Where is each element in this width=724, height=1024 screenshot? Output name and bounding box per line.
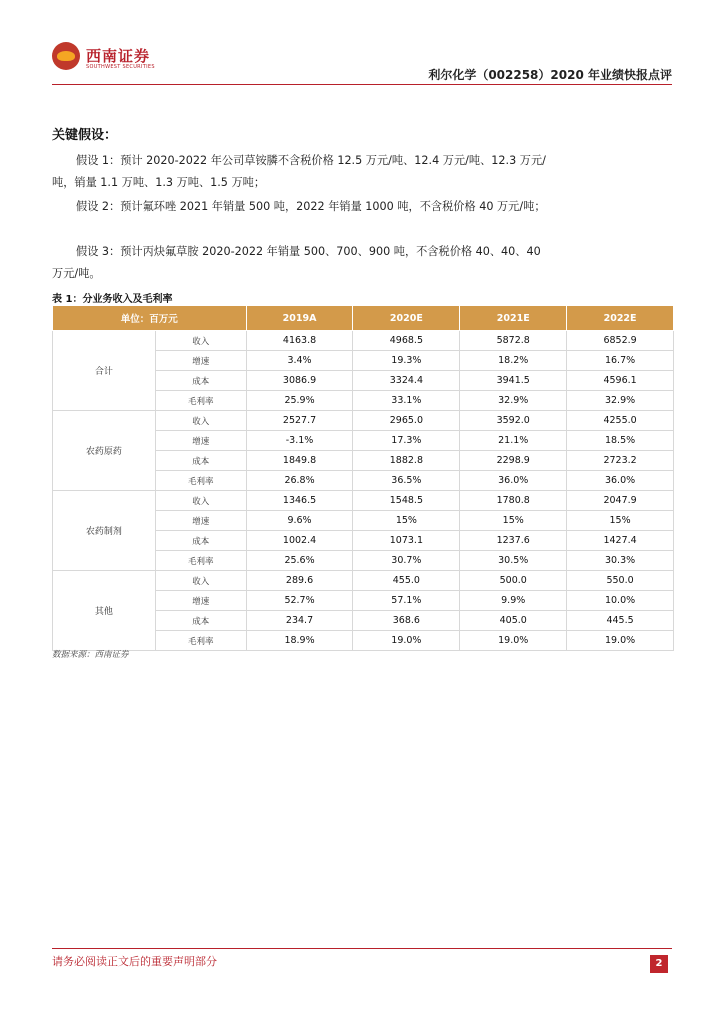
item-cell: 毛利率 bbox=[155, 551, 246, 571]
table-row bbox=[53, 411, 674, 431]
header-unit: 单位：百万元 bbox=[53, 306, 247, 331]
revenue-margin-table bbox=[52, 305, 674, 651]
value-cell: 4255.0 bbox=[567, 411, 674, 431]
value-cell: 10.0% bbox=[567, 591, 674, 611]
item-cell: 成本 bbox=[155, 531, 246, 551]
value-cell: 500.0 bbox=[460, 571, 567, 591]
item-cell: 增速 bbox=[155, 351, 246, 371]
assumption-2: 假设 2：预计氟环唑 2021 年销量 500 吨，2022 年销量 1000 吨，不含税价格 40 万元/吨； bbox=[76, 200, 546, 213]
header-divider bbox=[52, 84, 672, 85]
value-cell: 2047.9 bbox=[567, 491, 674, 511]
item-cell: 增速 bbox=[155, 591, 246, 611]
header-year: 2021E bbox=[460, 306, 567, 331]
category-cell: 农药原药 bbox=[53, 411, 156, 491]
value-cell: 15% bbox=[567, 511, 674, 531]
value-cell: 36.0% bbox=[460, 471, 567, 491]
value-cell: 2723.2 bbox=[567, 451, 674, 471]
value-cell: 18.5% bbox=[567, 431, 674, 451]
value-cell: 21.1% bbox=[460, 431, 567, 451]
value-cell: 15% bbox=[353, 511, 460, 531]
logo-sun-icon bbox=[52, 42, 80, 70]
value-cell: 1548.5 bbox=[353, 491, 460, 511]
table-row bbox=[53, 491, 674, 511]
value-cell: 19.0% bbox=[460, 631, 567, 651]
value-cell: 30.7% bbox=[353, 551, 460, 571]
value-cell: 30.3% bbox=[567, 551, 674, 571]
value-cell: 234.7 bbox=[246, 611, 353, 631]
value-cell: 9.6% bbox=[246, 511, 353, 531]
company-logo bbox=[52, 42, 172, 76]
value-cell: 368.6 bbox=[353, 611, 460, 631]
value-cell: 3324.4 bbox=[353, 371, 460, 391]
table-row bbox=[53, 571, 674, 591]
value-cell: 1002.4 bbox=[246, 531, 353, 551]
value-cell: 33.1% bbox=[353, 391, 460, 411]
value-cell: 289.6 bbox=[246, 571, 353, 591]
value-cell: 4596.1 bbox=[567, 371, 674, 391]
assumption-1: 假设 1：预计 2020-2022 年公司草铵膦不含税价格 12.5 万元/吨、12.4 万元/吨、12.3 万元/吨，销量 1.1 万吨、1.3 万吨、1.5 万吨； bbox=[52, 154, 546, 189]
value-cell: 16.7% bbox=[567, 351, 674, 371]
item-cell: 成本 bbox=[155, 451, 246, 471]
value-cell: 2527.7 bbox=[246, 411, 353, 431]
value-cell: 19.3% bbox=[353, 351, 460, 371]
value-cell: 18.2% bbox=[460, 351, 567, 371]
item-cell: 收入 bbox=[155, 491, 246, 511]
value-cell: -3.1% bbox=[246, 431, 353, 451]
logo-chinese-text: 西南证券 bbox=[86, 47, 151, 65]
item-cell: 毛利率 bbox=[155, 471, 246, 491]
table-row bbox=[53, 331, 674, 351]
value-cell: 52.7% bbox=[246, 591, 353, 611]
category-cell: 农药制剂 bbox=[53, 491, 156, 571]
value-cell: 4968.5 bbox=[353, 331, 460, 351]
value-cell: 32.9% bbox=[567, 391, 674, 411]
value-cell: 455.0 bbox=[353, 571, 460, 591]
value-cell: 9.9% bbox=[460, 591, 567, 611]
report-title: 利尔化学（002258）2020 年业绩快报点评 bbox=[428, 68, 672, 82]
value-cell: 2298.9 bbox=[460, 451, 567, 471]
table-source-note: 数据来源：西南证券 bbox=[52, 650, 129, 660]
value-cell: 3592.0 bbox=[460, 411, 567, 431]
value-cell: 445.5 bbox=[567, 611, 674, 631]
value-cell: 32.9% bbox=[460, 391, 567, 411]
header-year: 2019A bbox=[246, 306, 353, 331]
value-cell: 5872.8 bbox=[460, 331, 567, 351]
value-cell: 550.0 bbox=[567, 571, 674, 591]
value-cell: 1780.8 bbox=[460, 491, 567, 511]
item-cell: 增速 bbox=[155, 511, 246, 531]
item-cell: 收入 bbox=[155, 571, 246, 591]
value-cell: 1849.8 bbox=[246, 451, 353, 471]
item-cell: 收入 bbox=[155, 331, 246, 351]
item-cell: 成本 bbox=[155, 371, 246, 391]
value-cell: 36.0% bbox=[567, 471, 674, 491]
page-header bbox=[0, 0, 724, 90]
item-cell: 毛利率 bbox=[155, 631, 246, 651]
value-cell: 1427.4 bbox=[567, 531, 674, 551]
value-cell: 2965.0 bbox=[353, 411, 460, 431]
category-cell: 合计 bbox=[53, 331, 156, 411]
table-header-row bbox=[53, 306, 674, 331]
value-cell: 3941.5 bbox=[460, 371, 567, 391]
value-cell: 30.5% bbox=[460, 551, 567, 571]
assumption-3: 假设 3：预计丙炔氟草胺 2020-2022 年销量 500、700、900 吨，不含税价格 40、40、40 万元/吨。 bbox=[52, 245, 541, 280]
value-cell: 26.8% bbox=[246, 471, 353, 491]
footer-divider bbox=[52, 948, 672, 949]
value-cell: 19.0% bbox=[567, 631, 674, 651]
value-cell: 1237.6 bbox=[460, 531, 567, 551]
item-cell: 毛利率 bbox=[155, 391, 246, 411]
value-cell: 3086.9 bbox=[246, 371, 353, 391]
value-cell: 36.5% bbox=[353, 471, 460, 491]
header-year: 2022E bbox=[567, 306, 674, 331]
page-number: 2 bbox=[650, 955, 668, 973]
item-cell: 收入 bbox=[155, 411, 246, 431]
value-cell: 3.4% bbox=[246, 351, 353, 371]
item-cell: 成本 bbox=[155, 611, 246, 631]
value-cell: 405.0 bbox=[460, 611, 567, 631]
value-cell: 1073.1 bbox=[353, 531, 460, 551]
value-cell: 19.0% bbox=[353, 631, 460, 651]
value-cell: 18.9% bbox=[246, 631, 353, 651]
value-cell: 1882.8 bbox=[353, 451, 460, 471]
footer-disclaimer: 请务必阅读正文后的重要声明部分 bbox=[52, 955, 217, 968]
section-heading: 关键假设： bbox=[52, 128, 118, 143]
value-cell: 4163.8 bbox=[246, 331, 353, 351]
value-cell: 25.9% bbox=[246, 391, 353, 411]
header-year: 2020E bbox=[353, 306, 460, 331]
value-cell: 1346.5 bbox=[246, 491, 353, 511]
item-cell: 增速 bbox=[155, 431, 246, 451]
value-cell: 17.3% bbox=[353, 431, 460, 451]
table-caption: 表 1：分业务收入及毛利率 bbox=[52, 294, 173, 305]
value-cell: 6852.9 bbox=[567, 331, 674, 351]
category-cell: 其他 bbox=[53, 571, 156, 651]
value-cell: 57.1% bbox=[353, 591, 460, 611]
value-cell: 25.6% bbox=[246, 551, 353, 571]
value-cell: 15% bbox=[460, 511, 567, 531]
logo-english-text: SOUTHWEST SECURITIES bbox=[86, 64, 155, 70]
